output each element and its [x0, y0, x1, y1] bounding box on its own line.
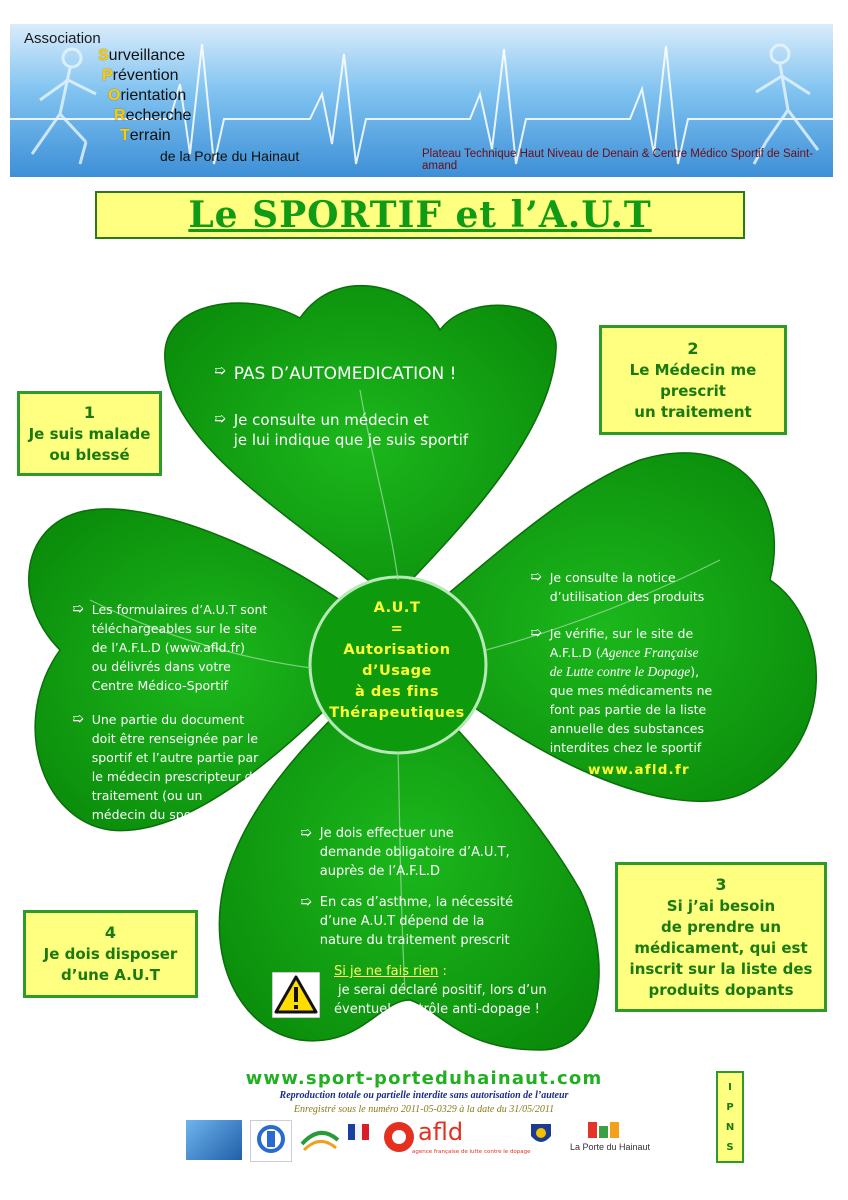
- arrow-bullet-icon: ➯: [72, 601, 84, 617]
- acronym-line-4: Recherche: [114, 107, 192, 124]
- step-text: ou blessé: [49, 445, 130, 464]
- step-text: inscrit sur la liste des: [629, 959, 813, 978]
- step-3-box: [615, 862, 827, 1012]
- step-text: Je suis malade: [28, 424, 151, 443]
- step-number: 2: [687, 338, 699, 358]
- acronym-line-5: Terrain: [120, 127, 171, 144]
- leaf-top-item-2: ➯ Je consulte un médecin et je lui indique que je suis sportif: [214, 411, 469, 449]
- arrow-bullet-icon: ➯: [214, 411, 226, 427]
- porte-hainaut-logo: La Porte du Hainaut: [568, 1120, 643, 1160]
- republic-logo: [346, 1120, 372, 1160]
- step-text: Je dois disposer: [43, 945, 178, 963]
- medal-logo: [527, 1120, 555, 1160]
- hospital-logo: [250, 1120, 292, 1162]
- step-number: 3: [715, 874, 727, 894]
- leaf-left-item-1: ➯ Les formulaires d’A.U.T sont téléchargeables sur le site de l’A.F.L.D (www.afld.fr) ou délivrés dans votre Centre Médico-Sportif: [72, 601, 268, 693]
- region-logo: [298, 1120, 342, 1160]
- footer-website-link[interactable]: www.sport-porteduhainaut.com: [245, 1068, 603, 1089]
- leaf-right-item-2: ➯ Je vérifie, sur le site de A.F.L.D (Agence Française de Lutte contre le Dopage), que mes médicaments ne font pas partie de la liste annuelle des substances interdites chez le sportif: [530, 625, 713, 755]
- arrow-bullet-icon: ➯: [300, 894, 312, 910]
- arrow-bullet-icon: ➯: [214, 363, 226, 379]
- acronym-line-1: Surveillance: [98, 47, 186, 64]
- step-text: prescrit: [660, 381, 726, 400]
- center-aut-definition: A.U.T = Autorisation d’Usage à des fins Thérapeutiques: [329, 600, 465, 721]
- step-text: d’une A.U.T: [61, 966, 160, 984]
- arrow-bullet-icon: ➯: [72, 711, 84, 727]
- afld-url-text[interactable]: www.afld.fr: [588, 762, 690, 778]
- location-label: de la Porte du Hainaut: [160, 148, 300, 164]
- warning-text: Si je ne fais rien : je serai déclaré positif, lors d’un éventuel contrôle anti-dopage !: [334, 964, 547, 1017]
- step-text: produits dopants: [648, 980, 794, 999]
- step-1-box: [17, 391, 162, 476]
- step-text: médicament, qui est: [634, 938, 808, 957]
- step-2-box: [599, 325, 787, 435]
- reproduction-notice: Reproduction totale ou partielle interdite sans autorisation de l’auteur: [279, 1090, 569, 1101]
- arrow-bullet-icon: ➯: [300, 825, 312, 841]
- leaf-bottom-item-1: ➯ Je dois effectuer une demande obligatoire d’A.U.T, auprès de l’A.F.L.D: [300, 825, 510, 879]
- association-logo: [186, 1120, 242, 1160]
- registration-notice: Enregistré sous le numéro 2011-05-0329 à la date du 31/05/2011: [293, 1104, 555, 1115]
- step-4-box: [23, 910, 198, 998]
- warning-icon: [272, 972, 320, 1018]
- arrow-bullet-icon: ➯: [530, 569, 542, 585]
- step-number: 4: [104, 923, 117, 942]
- leaf-top-item-1: ➯ PAS D’AUTOMEDICATION !: [214, 363, 457, 384]
- association-label: Association: [24, 30, 101, 47]
- leaf-bottom-item-2: ➯ En cas d’asthme, la nécessité d’une A.U.T dépend de la nature du traitement prescrit: [300, 894, 514, 948]
- step-text: un traitement: [634, 402, 752, 421]
- step-text: Le Médecin me: [629, 360, 757, 379]
- step-number: 1: [83, 402, 96, 422]
- afld-logo: afld agence française de lutte contre le dopage: [382, 1120, 517, 1160]
- leaf-right-item-1: ➯ Je consulte la notice d’utilisation des produits: [530, 569, 705, 604]
- step-text: de prendre un: [660, 917, 781, 936]
- acronym-line-2: Prévention: [102, 67, 179, 84]
- page-title: Le SPORTIF et l’A.U.T: [188, 194, 652, 236]
- plateau-label: Plateau Technique Haut Niveau de Denain & Centre Médico Sportif de Saint-amand: [422, 148, 814, 172]
- arrow-bullet-icon: ➯: [530, 625, 542, 641]
- acronym-line-3: Orientation: [108, 87, 187, 104]
- step-text: Si j’ai besoin: [666, 896, 776, 915]
- ipns-box: I P N S: [716, 1071, 744, 1163]
- leaf-left-item-2: ➯ Une partie du document doit être renseignée par le sportif et l’autre partie par le médecin prescripteur du traitement (ou un médecin du sport): [72, 711, 261, 822]
